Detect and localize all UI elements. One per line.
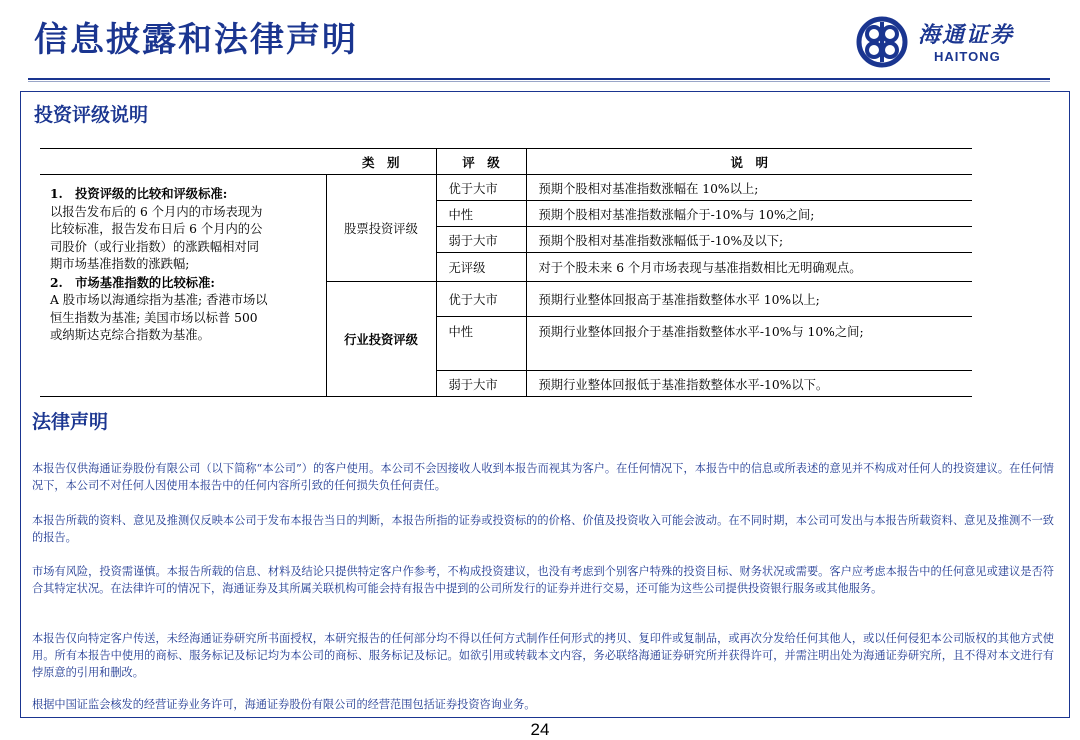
legal-paragraph: 本报告仅向特定客户传送，未经海通证券研究所书面授权，本研究报告的任何部分均不得以任何方式制作任何形式的拷贝、复印件或复制品，或再次分发给任何其他人，或以任何侵犯本公司版权的其他方式使用。所有本报告中使用的商标、服务标记及标记均为本公司的商标、服务标记及标记。如欲引用或转载本文内容，务必联络海通证券研究所并获得许可，并需注明出处为海通证券研究所，且不得对本文进行有悖原意的引用和删改。 [32, 632, 1054, 679]
column-header-description: 说 明 [526, 149, 972, 175]
stock-desc-unrated: 对于个股未来 6 个月市场表现与基准指数相比无明确观点。 [526, 253, 972, 282]
page-number: 24 [530, 720, 550, 739]
rating-criteria-text [40, 175, 326, 397]
criteria-item2-title: 2. 市场基准指数的比较标准: [50, 274, 215, 290]
industry-desc-neutral: 预期行业整体回报介于基准指数整体水平-10%与 10%之间; [526, 317, 972, 346]
industry-desc-underperform: 预期行业整体回报低于基准指数整体水平-10%以下。 [526, 371, 972, 397]
criteria-item1-line: 比较标准，报告发布日后 6 个月内的公 [50, 222, 263, 236]
stock-desc-outperform: 预期个股相对基准指数涨幅在 10%以上; [526, 175, 972, 201]
criteria-item2-line: 或纳斯达克综合指数为基准。 [50, 328, 210, 342]
page-title: 信息披露和法律声明 [34, 20, 358, 60]
logo-chinese-name: 海通证券 [918, 22, 1015, 48]
stock-desc-underperform: 预期个股相对基准指数涨幅低于-10%及以下; [526, 227, 972, 253]
column-header-category: 类 别 [326, 149, 436, 175]
stock-grade-underperform: 弱于大市 [436, 227, 526, 253]
stock-rating-category: 股票投资评级 [326, 175, 436, 282]
industry-grade-underperform: 弱于大市 [436, 371, 526, 397]
industry-grade-neutral: 中性 [436, 317, 526, 346]
column-header-blank [40, 149, 326, 175]
stock-desc-neutral: 预期个股相对基准指数涨幅介于-10%与 10%之间; [526, 201, 972, 227]
legal-paragraph: 根据中国证监会核发的经营证券业务许可，海通证券股份有限公司的经营范围包括证券投资咨询业务。 [32, 698, 536, 711]
legal-paragraph: 本报告所载的资料、意见及推测仅反映本公司于发布本报告当日的判断，本报告所指的证券或投资标的的价格、价值及投资收入可能会波动。在不同时期，本公司可发出与本报告所载资料、意见及推测不一致的报告。 [32, 514, 1054, 544]
header-divider-thin [28, 81, 1050, 82]
industry-desc-outperform: 预期行业整体回报高于基准指数整体水平 10%以上; [526, 282, 972, 317]
rating-heading: 投资评级说明 [34, 104, 149, 126]
industry-grade-outperform: 优于大市 [436, 282, 526, 317]
criteria-item1-title: 1. 投资评级的比较和评级标准: [50, 186, 228, 201]
table-row [40, 175, 972, 201]
column-header-grade: 评 级 [436, 149, 526, 175]
rating-table [40, 148, 972, 397]
stock-grade-neutral: 中性 [436, 201, 526, 227]
criteria-item2-line: 恒生指数为基准; 美国市场以标普 500 [50, 310, 258, 325]
stock-grade-unrated: 无评级 [436, 253, 526, 282]
criteria-item1-line: 期市场基准指数的涨跌幅; [50, 257, 190, 271]
logo-english-name: HAITONG [934, 49, 1001, 64]
haitong-emblem-icon [854, 14, 910, 70]
legal-paragraph: 市场有风险，投资需谨慎。本报告所载的信息、材料及结论只提供特定客户作参考，不构成投资建议，也没有考虑到个别客户特殊的投资目标、财务状况或需要。客户应考虑本报告中的任何意见或建议是否符合其特定状况。在法律许可的情况下，海通证券及其所属关联机构可能会持有报告中提到的公司所发行的证券并进行交易，还可能为这些公司提供投资银行服务或其他服务。 [32, 565, 1054, 595]
criteria-item1-line: 以报告发布后的 6 个月内的市场表现为 [50, 204, 263, 219]
criteria-item1-line: 司股价（或行业指数）的涨跌幅相对同 [50, 239, 260, 254]
industry-rating-category: 行业投资评级 [326, 282, 436, 397]
criteria-item2-line: A 股市场以海通综指为基准; 香港市场以 [50, 293, 268, 307]
header-divider [28, 78, 1050, 80]
stock-grade-outperform: 优于大市 [436, 175, 526, 201]
legal-paragraph: 本报告仅供海通证券股份有限公司（以下简称“本公司”）的客户使用。本公司不会因接收人收到本报告而视其为客户。在任何情况下，本报告中的信息或所表述的意见并不构成对任何人的投资建议。在任何情况下，本公司不对任何人因使用本报告中的任何内容所引致的任何损失负任何责任。 [32, 462, 1054, 492]
company-logo [850, 14, 1040, 70]
table-header-row [40, 149, 972, 175]
legal-heading: 法律声明 [32, 411, 109, 433]
